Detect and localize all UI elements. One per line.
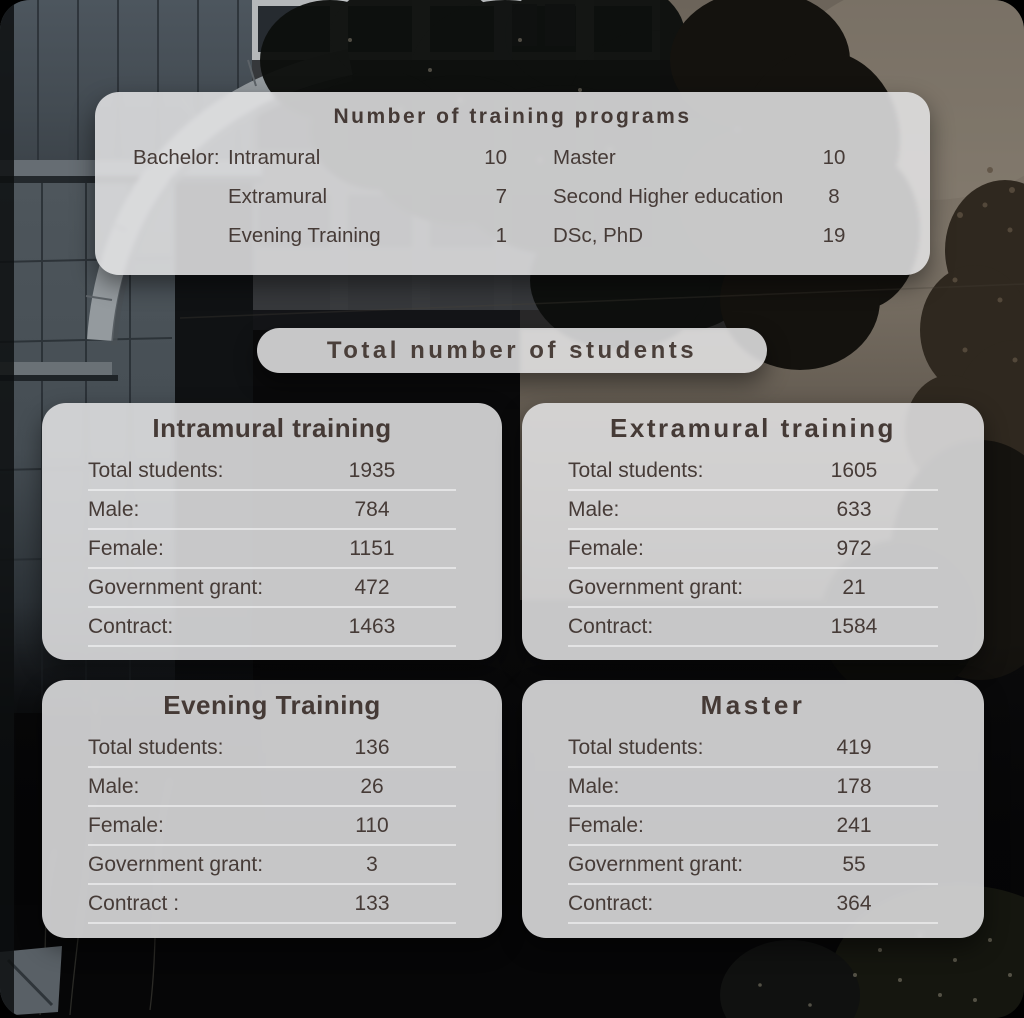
program-value: 10 <box>484 146 507 169</box>
program-label: Extramural <box>228 185 328 208</box>
stat-row <box>88 530 456 569</box>
stat-card-title: Master <box>700 690 806 720</box>
stat-row <box>88 885 456 924</box>
stat-row <box>568 846 938 885</box>
stat-row <box>568 768 938 807</box>
stat-label: Total students: <box>568 458 704 482</box>
stat-label: Government grant: <box>88 852 264 876</box>
stat-value: 633 <box>836 497 872 521</box>
stat-value: 133 <box>354 891 390 915</box>
stat-label: Female: <box>568 813 644 837</box>
programs-card <box>95 92 930 275</box>
stat-row <box>568 807 938 846</box>
stat-value: 241 <box>836 813 872 837</box>
stat-label: Government grant: <box>568 575 744 599</box>
stat-row <box>88 569 456 608</box>
stat-label: Contract: <box>88 614 174 638</box>
program-value: 7 <box>495 185 507 208</box>
stat-card-title: Intramural training <box>152 413 392 443</box>
stat-value: 784 <box>354 497 390 521</box>
stat-value: 364 <box>836 891 872 915</box>
stat-value: 472 <box>354 575 390 599</box>
program-label: Second Higher education <box>553 185 784 208</box>
stat-value: 1935 <box>348 458 396 482</box>
stat-row <box>568 608 938 647</box>
program-prefix <box>133 216 228 255</box>
program-prefix <box>133 177 228 216</box>
program-prefix: Bachelor: <box>133 146 220 169</box>
stat-label: Contract: <box>568 614 654 638</box>
stat-value: 178 <box>836 774 872 798</box>
stat-label: Total students: <box>568 735 704 759</box>
stat-label: Male: <box>88 497 140 521</box>
students-banner <box>257 328 767 373</box>
stat-card-intramural <box>42 403 502 660</box>
stat-label: Female: <box>88 813 164 837</box>
stat-row <box>568 885 938 924</box>
stat-label: Government grant: <box>568 852 744 876</box>
program-value: 1 <box>495 224 507 247</box>
stat-row <box>568 569 938 608</box>
stat-rows <box>88 729 456 924</box>
stat-rows <box>568 729 938 924</box>
program-label: DSc, PhD <box>553 224 643 247</box>
stat-label: Male: <box>88 774 140 798</box>
stat-value: 55 <box>842 852 866 876</box>
stat-value: 1584 <box>830 614 878 638</box>
program-label: Evening Training <box>228 224 381 247</box>
stat-card-evening <box>42 680 502 938</box>
students-banner-title: Total number of students <box>326 336 698 364</box>
spacer <box>507 138 553 177</box>
stat-label: Contract: <box>568 891 654 915</box>
stat-value: 3 <box>366 852 378 876</box>
stat-label: Female: <box>568 536 644 560</box>
program-label: Master <box>553 146 616 169</box>
spacer <box>507 177 553 216</box>
stat-rows <box>568 452 938 647</box>
stat-row <box>88 491 456 530</box>
stat-value: 1463 <box>348 614 396 638</box>
stat-row <box>88 846 456 885</box>
stat-value: 972 <box>836 536 872 560</box>
spacer <box>507 216 553 255</box>
stat-value: 21 <box>842 575 866 599</box>
stat-row <box>88 807 456 846</box>
stat-row <box>568 452 938 491</box>
stat-row <box>88 452 456 491</box>
program-label: Intramural <box>228 146 321 169</box>
stat-row <box>88 608 456 647</box>
stat-value: 110 <box>355 813 389 837</box>
program-value: 10 <box>822 146 846 169</box>
stat-label: Male: <box>568 774 620 798</box>
stat-value: 1605 <box>830 458 878 482</box>
stat-value: 419 <box>836 735 872 759</box>
stat-card-title: Evening Training <box>163 690 381 720</box>
stat-label: Total students: <box>88 735 224 759</box>
stat-card-title: Extramural training <box>610 413 896 443</box>
stat-label: Total students: <box>88 458 224 482</box>
stat-row <box>568 491 938 530</box>
stat-value: 136 <box>354 735 390 759</box>
program-value: 8 <box>828 185 840 208</box>
stat-card-master <box>522 680 984 938</box>
stat-label: Female: <box>88 536 164 560</box>
stat-label: Government grant: <box>88 575 264 599</box>
programs-grid <box>133 138 930 255</box>
stat-label: Contract : <box>88 891 180 915</box>
stat-label: Male: <box>568 497 620 521</box>
program-value: 19 <box>822 224 846 247</box>
stat-value: 26 <box>360 774 384 798</box>
stat-row <box>568 729 938 768</box>
programs-card-title: Number of training programs <box>333 105 692 128</box>
stat-rows <box>88 452 456 647</box>
stat-row <box>88 768 456 807</box>
stat-row <box>568 530 938 569</box>
stat-value: 1151 <box>349 536 395 560</box>
stat-card-extramural <box>522 403 984 660</box>
stat-row <box>88 729 456 768</box>
